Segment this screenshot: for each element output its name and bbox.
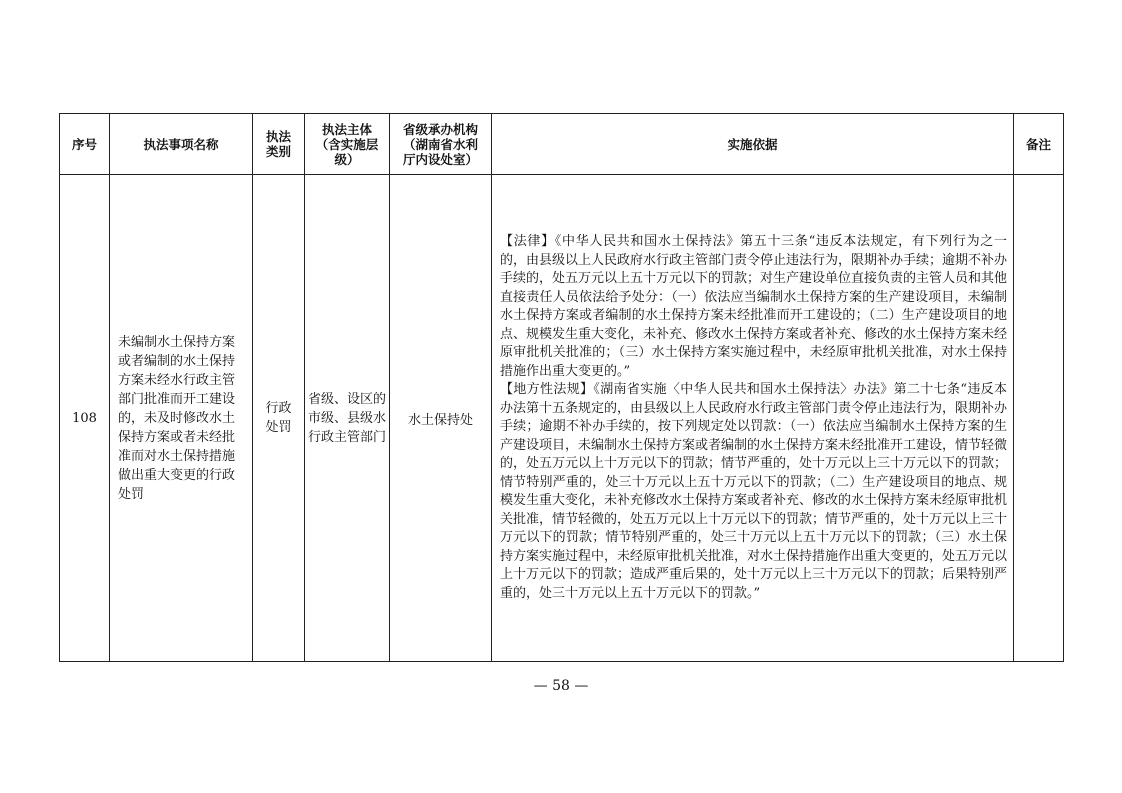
- header-subject: 执法主体（含实施层级）: [305, 114, 390, 175]
- page-number: — 58 —: [533, 678, 589, 694]
- table-row: [60, 175, 1064, 662]
- cell-remark: [1014, 175, 1064, 662]
- basis-law-paragraph: 【法律】《中华人民共和国水土保持法》第五十三条“违反本法规定，有下列行为之一的，由县级以上人民政府水行政主管部门责令停止违法行为，限期补办手续；逾期不补办手续的，处五万元以上五十万元以下的罚款；对生产建设单位直接负责的主管人员和其他直接责任人员依法给予处分：（一）依法应当编制水土保持方案的生产建设项目，未编制水土保持方案或者编制的水土保持方案未经批准而开工建设的；（二）生产建设项目的地点、规模发生重大变化，未补充、修改水土保持方案或者补充、修改的水土保持方案未经原审批机关批准的；（三）水土保持方案实施过程中，未经原审批机关批准，对水土保持措施作出重大变更的。”: [500, 234, 1008, 379]
- header-remark: 备注: [1014, 114, 1064, 175]
- cell-subject: 省级、设区的市级、县级水行政主管部门: [305, 175, 390, 662]
- header-basis: 实施依据: [492, 114, 1014, 175]
- header-category: 执法类别: [253, 114, 305, 175]
- cell-organ: 水土保持处: [390, 175, 492, 662]
- basis-local-regulation-paragraph: 【地方性法规】《湖南省实施〈中华人民共和国水土保持法〉办法》第二十七条“违反本办法第十五条规定的，由县级以上人民政府水行政主管部门责令停止违法行为，限期补办手续；逾期不补办手续的，按下列规定处以罚款：（一）依法应当编制水土保持方案的生产建设项目，未编制水土保持方案或者编制的水土保持方案未经批准开工建设，情节轻微的，处五万元以上十万元以下的罚款；情节严重的，处十万元以上三十万元以下的罚款；情节特别严重的，处三十万元以上五十万元以下的罚款；（二）生产建设项目的地点、规模发生重大变化，未补充修改水土保持方案或者补充、修改的水土保持方案未经原审批机关批准，情节轻微的，处五万元以上十万元以下的罚款；情节严重的，处十万元以上三十万元以下的罚款；情节特别严重的，处三十万元以上五十万元以下的罚款；（三）水土保持方案实施过程中，未经原审批机关批准，对水土保持措施作出重大变更的，处五万元以上十万元以下的罚款；造成严重后果的，处十万元以上三十万元以下的罚款；后果特别严重的，处三十万元以上五十万元以下的罚款。”: [500, 382, 1008, 601]
- enforcement-items-table: [59, 113, 1064, 662]
- cell-item-name: 未编制水土保持方案或者编制的水土保持方案未经水行政主管部门批准而开工建设的，未及时修改水土保持方案或者未经批准而对水土保持措施做出重大变更的行政处罚: [110, 175, 253, 662]
- table-header-row: [60, 114, 1064, 175]
- cell-category: 行政处罚: [253, 175, 305, 662]
- header-organ: 省级承办机构（湖南省水利厅内设处室）: [390, 114, 492, 175]
- header-name: 执法事项名称: [110, 114, 253, 175]
- cell-seq: 108: [60, 175, 110, 662]
- header-seq: 序号: [60, 114, 110, 175]
- cell-basis: [492, 175, 1014, 662]
